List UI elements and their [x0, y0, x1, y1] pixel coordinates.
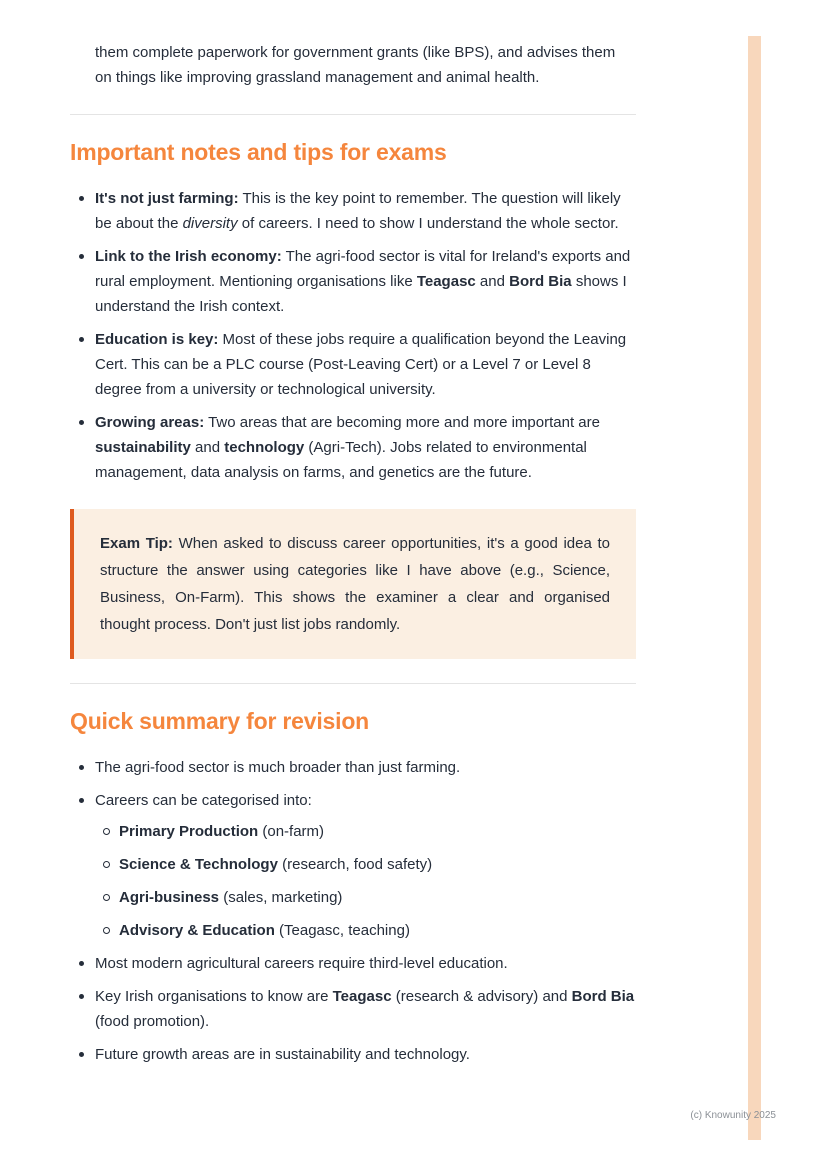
- list-item-text: [95, 1046, 470, 1063]
- copyright-footer: (c) Knowunity 2025: [690, 1110, 776, 1121]
- list-item-text: [95, 331, 626, 398]
- text-segment: Link to the Irish economy:: [95, 248, 282, 265]
- section-heading-summary: Quick summary for revision: [70, 708, 370, 734]
- text-segment: diversity: [182, 215, 238, 232]
- list-item-text: [95, 190, 621, 232]
- document-content: [70, 0, 636, 1075]
- text-segment: Primary Production: [119, 823, 259, 840]
- exam-tip-text: [100, 530, 610, 638]
- list-item-text: [95, 988, 634, 1030]
- section-heading-notes: Important notes and tips for exams: [70, 139, 447, 165]
- list-item: [70, 788, 636, 943]
- text-segment: (Agri-Tech). Jobs related to environmental management, data analysis on farms, and genetics are the future.: [95, 439, 587, 481]
- sub-list-item-text: [119, 823, 324, 840]
- text-segment: shows I understand the Irish context.: [95, 273, 627, 315]
- circle-bullet-icon: [103, 828, 110, 835]
- text-segment: and: [475, 273, 510, 290]
- text-segment: (sales, marketing): [219, 889, 343, 906]
- text-segment: Teagasc: [332, 988, 392, 1005]
- text-segment: Most of these jobs require a qualification beyond the Leaving Cert. This can be a PLC course (Post-Leaving Cert) or a Level 7 or Level 8 degree from a university or technological university.: [95, 331, 627, 398]
- bullet-icon: [79, 196, 84, 201]
- text-segment: Science & Technology: [119, 856, 278, 873]
- sub-list-item: [95, 918, 636, 943]
- bullet-icon: [79, 961, 84, 966]
- text-segment: Growing areas:: [95, 414, 205, 431]
- decorative-stripe: [748, 36, 761, 1140]
- text-segment: (on-farm): [258, 823, 325, 840]
- bullet-icon: [79, 765, 84, 770]
- list-item: [70, 327, 636, 402]
- text-segment: Future growth areas are in sustainability and technology.: [95, 1046, 470, 1063]
- sub-list-item: [95, 852, 636, 877]
- text-segment: (food promotion).: [95, 1013, 210, 1030]
- exam-tip-callout: [70, 509, 636, 659]
- list-item: [70, 755, 636, 780]
- text-segment: Agri-business: [119, 889, 220, 906]
- text-segment: Teagasc: [416, 273, 476, 290]
- sub-list-item-text: [119, 922, 410, 939]
- text-segment: (research & advisory) and: [391, 988, 572, 1005]
- sub-list-item-text: [119, 889, 342, 906]
- text-segment: The agri-food sector is much broader than just farming.: [95, 759, 461, 776]
- text-segment: Careers can be categorised into:: [95, 792, 312, 809]
- text-segment: sustainability: [95, 439, 191, 456]
- text-segment: Education is key:: [95, 331, 219, 348]
- sub-list-item: [95, 885, 636, 910]
- text-segment: Exam Tip:: [100, 535, 173, 552]
- text-segment: Key Irish organisations to know are: [95, 988, 333, 1005]
- bullet-icon: [79, 337, 84, 342]
- text-segment: technology: [224, 439, 305, 456]
- sub-list-item: [95, 819, 636, 844]
- summary-bullet-list: [70, 755, 636, 1067]
- text-segment: Most modern agricultural careers require third-level education.: [95, 955, 508, 972]
- text-segment: The agri-food sector is vital for Ireland's exports and rural employment. Mentioning organisations like: [95, 248, 631, 290]
- text-segment: and: [190, 439, 225, 456]
- text-segment: When asked to discuss career opportunities, it's a good idea to structure the answer using categories like I have above (e.g., Science, Business, On-Farm). This shows the examiner a clear and organised thought process. Don't just list jobs randomly.: [100, 535, 610, 633]
- list-item: [70, 951, 636, 976]
- text-segment: of careers. I need to show I understand the whole sector.: [237, 215, 619, 232]
- list-item: [70, 1042, 636, 1067]
- text-segment: Advisory & Education: [119, 922, 275, 939]
- bullet-icon: [79, 994, 84, 999]
- bullet-icon: [79, 1052, 84, 1057]
- list-item-text: [95, 414, 600, 481]
- list-item-text: [95, 955, 508, 972]
- text-segment: Bord Bia: [509, 273, 572, 290]
- notes-bullet-list: [70, 186, 636, 485]
- text-segment: (Teagasc, teaching): [274, 922, 410, 939]
- circle-bullet-icon: [103, 861, 110, 868]
- list-item: [70, 984, 636, 1034]
- list-item: [70, 186, 636, 236]
- intro-paragraph: them complete paperwork for government grants (like BPS), and advises them on things like improving grassland management and animal health.: [95, 44, 616, 86]
- section-divider: [70, 683, 636, 684]
- text-segment: This is the key point to remember. The question will likely be about the: [95, 190, 621, 232]
- list-item-text: [95, 792, 312, 809]
- section-divider: [70, 114, 636, 115]
- bullet-icon: [79, 798, 84, 803]
- list-item: [70, 244, 636, 319]
- bullet-icon: [79, 420, 84, 425]
- text-segment: (research, food safety): [277, 856, 433, 873]
- list-item-text: [95, 248, 630, 315]
- text-segment: Bord Bia: [571, 988, 635, 1005]
- bullet-icon: [79, 254, 84, 259]
- text-segment: Two areas that are becoming more and more important are: [204, 414, 600, 431]
- circle-bullet-icon: [103, 894, 110, 901]
- circle-bullet-icon: [103, 927, 110, 934]
- list-item-text: [95, 759, 460, 776]
- list-item: [70, 410, 636, 485]
- sub-list-item-text: [119, 856, 432, 873]
- text-segment: It's not just farming:: [95, 190, 239, 207]
- categories-sub-list: [95, 819, 636, 943]
